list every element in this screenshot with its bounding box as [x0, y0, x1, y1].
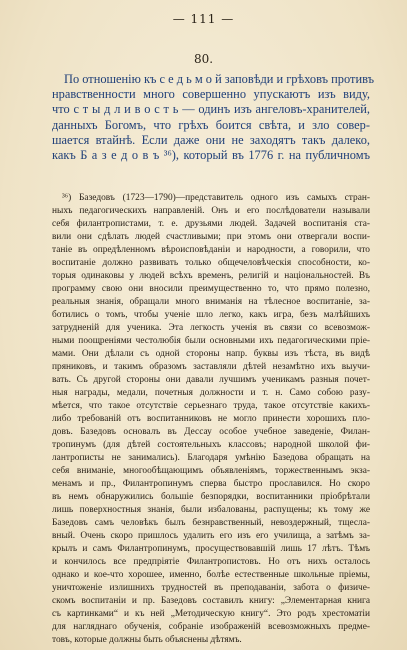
footnote-line: для нагляднаго обученія, собраніе изображеній всевозможныхъ предме- [52, 622, 370, 632]
footnote-line: тропинумъ (для дѣтей состоятельныхъ классовъ; народной школой фи- [52, 440, 370, 450]
main-text-line: нравственности много совершенно упускаютъ изъ виду, [52, 87, 370, 102]
footnote-line: вать. Съ другой стороны они давали лучшимъ ученикамъ разныя почет- [52, 375, 370, 385]
footnote-line: довъ. Базедовъ основалъ въ Дессау особое учебное заведеніе, Филан- [52, 427, 370, 437]
footnote-line: и кончилось все предпріятіе Филантропистовъ. Но отъ нихъ осталось [52, 557, 370, 567]
footnote-line: мами. Они дѣлали съ одной стороны напр. буквы изъ тѣста, въ видѣ [52, 349, 370, 359]
footnote-line: однако и кое-что хорошее, именно, болѣе естественные школьные пріемы, [52, 570, 370, 580]
main-text-line: какъ Б а з е д о в ъ ³⁶), который въ 1776 г. на публичномъ [52, 148, 370, 163]
footnote-line: вный. Очень скоро пришлось удалить его изъ его училища, а затѣмъ за- [52, 531, 370, 541]
footnote-line: лантрописты не занимались). Благодаря умѣнію Базедова обращать на [52, 453, 370, 463]
footnote-line: воспитаніе должно развивать только общечеловѣческія способности, ко- [52, 258, 370, 268]
footnote-line: реальныя знанія, обращали много вниманія на тѣлесное воспитаніе, за- [52, 297, 370, 307]
footnote-line: товъ, которые должны быть объяснены дѣтямъ. [52, 635, 242, 645]
footnote [52, 192, 370, 647]
footnote-line: ³⁶) Базедовъ (1723—1790)—представитель одного изъ самыхъ стран- [62, 193, 370, 203]
footnote-line: ными поощреніями честолюбія были основными ихъ педагогическими пріе- [52, 336, 370, 346]
footnote-line: вили они сдѣлать людей счастливыми; при этомъ они отвергали воспи- [52, 232, 370, 242]
footnote-line: торыя одинаковы у людей всѣхъ временъ, религій и національностей. Въ [52, 271, 370, 281]
main-text-line: По отношенію къ с е д ь м о й заповѣди и грѣховъ противъ [64, 72, 375, 86]
section-number: 80. [193, 52, 214, 66]
footnote-line: себя вниманіе, многообѣщающимъ объявленіямъ, торжественнымъ экза- [52, 466, 370, 476]
footnote-line: съ картинками“ и къ ней „Методическую книгу“. Это родъ хрестоматіи [52, 609, 370, 619]
footnote-line: пряниковъ, и такимъ образомъ заставляли дѣтей незамѣтно ихъ выучи- [52, 362, 370, 372]
footnote-line: либо требованій отъ воспитанниковъ не могло принести хорошихъ пло- [52, 414, 370, 424]
footnote-line: таніе въ опредѣленномъ вѣроисповѣданіи и народности, а говорили, что [52, 245, 370, 255]
main-paragraph [52, 72, 375, 163]
footnote-line: ныхъ педагогическихъ направленій. Онъ и его послѣдователи называли [52, 206, 370, 216]
main-text-line: что с т ы д л и в о с т ь — одинъ изъ ангеловъ-хранителей, [52, 102, 370, 117]
footnote-line: въ немъ обнаружились большіе безпорядки, воспитанники пріобрѣтали [52, 492, 370, 502]
footnote-line: уничтоженіе излишнихъ трудностей въ преподаваніи, забота о физиче- [52, 583, 370, 593]
footnote-line: Базедовъ самъ человѣкъ былъ безнравственный, невоздержный, тщесла- [52, 518, 370, 528]
page-number: — 111 — [172, 12, 235, 26]
footnote-line: ботились о томъ, чтобы ученіе шло легко, какъ игра, безъ малѣйшихъ [52, 310, 370, 320]
footnote-line: крылъ и самъ Филантропинумъ, просуществовавшій лишь 17 лѣтъ. Тѣмъ [52, 544, 370, 554]
footnote-line: ныя награды, медали, почетныя должности и т. н. Само собою разу- [52, 388, 370, 398]
footnote-line: затрудненій для ученика. Эта легкость ученія въ связи со всевозмож- [52, 323, 370, 333]
footnote-line: лишь поверхностныя знанія, были избалованы, распущены; къ тому же [52, 505, 370, 515]
footnote-line: программу свою они вносили преимущественно то, что прямо полезно, [52, 284, 370, 294]
main-text-line: шается втайнѣ. Если даже они не заходятъ такъ далеко, [52, 132, 370, 147]
footnote-line: мѣется, что такое отсутствіе серьезнаго труда, такое отсутствіе какихъ- [52, 401, 370, 411]
footnote-line: себя филантропистами, т. е. друзьями людей. Задачей воспитанія ста- [52, 219, 370, 229]
footnote-line: менамъ и пр., Филантропинумъ сперва быстро прославился. Но скоро [52, 479, 370, 489]
main-text-line: данныхъ Богомъ, что грѣхъ боится свѣта, и зло совер- [52, 117, 370, 132]
footnote-line: скомъ воспитаніи и пр. Базедовъ составилъ книгу: „Элементарная книга [52, 596, 370, 606]
